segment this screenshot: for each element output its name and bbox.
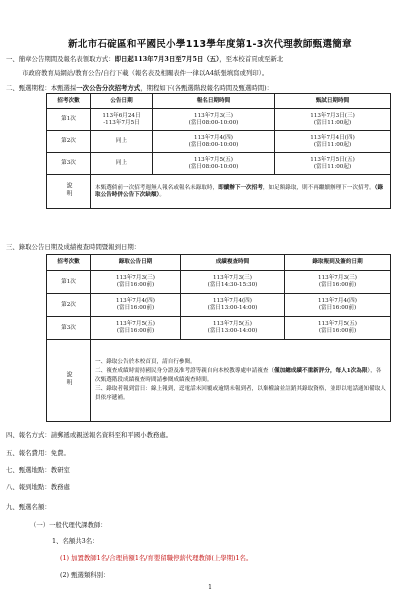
cell-text: (當日08:00-10:00)	[188, 119, 239, 126]
note-item-2	[95, 367, 386, 385]
section-1-line-2: 市政府教育局網站/教育公告/自行下載（報名表及相關表件一律以A4紙張填寫或列印）。	[22, 69, 269, 77]
section-5	[6, 449, 70, 457]
results-table-header	[47, 255, 391, 271]
cell-review	[181, 317, 285, 340]
cell-text: 113年7月5(五)	[194, 156, 233, 163]
section-2-label: 二、	[6, 84, 19, 92]
cell-announce: 同上	[91, 131, 153, 153]
note-text: ），各次甄選階段成績複查時間請參閱成績複查時間。	[95, 368, 382, 383]
note-text: 二、複查成績時需持國民身分證及准考證等親自向本校教導處申請複查（	[95, 368, 275, 374]
header-result-date: 錄取公告日期	[91, 255, 181, 271]
cell-round: 第2次	[47, 131, 91, 153]
results-note	[91, 340, 391, 422]
header-announce-date: 公告日期	[91, 94, 153, 109]
cell-text: (當日16:00前)	[116, 282, 155, 288]
section-7-text: 甄選地點：教研室	[18, 466, 70, 474]
table-row	[47, 153, 391, 175]
cell-text: 113年7月4(四)	[194, 134, 233, 141]
note-label-cell	[47, 175, 91, 209]
cell-text: 113年7月4(四)	[318, 298, 357, 304]
schedule-note-row	[47, 175, 391, 209]
cell-text: 113年6月24日	[102, 112, 141, 119]
header-round: 招考次數	[47, 94, 91, 109]
cell-text: 113年7月3(三)	[213, 275, 252, 281]
cell-text: 113年7月4日(四)	[310, 134, 355, 141]
note-emphasis: （錄取公告時併公告下次缺額）	[95, 184, 384, 198]
header-register-time: 報名日期時間	[153, 94, 275, 109]
section-1-label: 一、	[6, 55, 19, 63]
cell-exam	[275, 131, 391, 153]
header-round: 招考次數	[47, 255, 91, 271]
section-8-text: 報到地點：教務處	[18, 483, 70, 491]
schedule-table	[46, 93, 391, 209]
section-2	[6, 84, 273, 92]
note-text: ，如足額錄取，則不再繼續辦理下一次招考。	[262, 184, 375, 191]
cell-exam	[275, 109, 391, 131]
results-note-row	[47, 340, 391, 422]
cell-announce	[91, 109, 153, 131]
cell-round: 第1次	[47, 271, 91, 294]
section-4-text: 報名方式：請郵遞或親送報名資料至和平國小教務處。	[18, 431, 173, 439]
cell-text: (當日16:00前)	[318, 328, 357, 334]
note-label-cell	[47, 340, 91, 422]
table-row	[47, 109, 391, 131]
header-review-time: 成績複查時間	[181, 255, 285, 271]
cell-text: (當日08:00-10:00)	[188, 141, 239, 148]
cell-text: 113年7月5日(五)	[310, 156, 355, 163]
section-2-emphasis: 一次公告分次招考方式	[76, 84, 141, 92]
cell-review	[181, 271, 285, 294]
note-label: 說明	[65, 182, 72, 198]
cell-text: (當日16:00前)	[318, 282, 357, 288]
cell-register	[153, 109, 275, 131]
table-row	[47, 294, 391, 317]
cell-round: 第2次	[47, 294, 91, 317]
page-number: 1	[208, 584, 212, 591]
cell-result	[91, 294, 181, 317]
cell-text: -113年7月5日	[103, 119, 140, 126]
cell-report	[285, 317, 391, 340]
cell-text: (當日11:00起)	[313, 163, 352, 170]
page-title: 新北市石碇區和平國民小學113學年度第1-3次代理教師甄選簡章	[68, 39, 352, 50]
cell-text: 113年7月4(四)	[116, 298, 155, 304]
schedule-table-header	[47, 94, 391, 109]
note-item-1: 一、錄取公告於本校首頁，請自行參閱。	[95, 359, 196, 365]
note-emphasis: 即續辦下一次招考	[218, 184, 263, 191]
cell-text: 113年7月4(四)	[213, 298, 252, 304]
section-8	[6, 483, 70, 491]
cell-text: 113年7月3(三)	[116, 275, 155, 281]
cell-review	[181, 294, 285, 317]
section-9-text: 甄選名額：	[18, 503, 51, 511]
cell-text: 113年7月3日(三)	[310, 112, 355, 119]
note-label: 說明	[65, 371, 72, 387]
section-1-period: 即日起113年7月3日至7月5日（五）	[114, 55, 220, 63]
section-9	[6, 503, 51, 511]
section-4-label: 四、	[6, 431, 19, 439]
table-row	[47, 271, 391, 294]
note-text: 。	[159, 191, 165, 198]
cell-register	[153, 131, 275, 153]
cell-text: 113年7月5(五)	[116, 321, 155, 327]
cell-text: 113年7月3(三)	[318, 275, 357, 281]
header-report-date: 錄取報到及簽約日期	[285, 255, 391, 271]
cell-result	[91, 271, 181, 294]
section-7	[6, 466, 70, 474]
cell-round: 第3次	[47, 317, 91, 340]
section-7-label: 七、	[6, 466, 19, 474]
cell-text: (當日11:00起)	[313, 119, 352, 126]
cell-text: (當日16:00前)	[318, 305, 357, 311]
cell-text: 113年7月5(五)	[213, 321, 252, 327]
cell-text: 113年7月3(三)	[194, 112, 233, 119]
section-1	[6, 55, 283, 63]
cell-text: (當日13:00-14:00)	[207, 305, 258, 311]
table-row	[47, 131, 391, 153]
cell-text: (當日13:00-14:00)	[207, 328, 258, 334]
cell-exam	[275, 153, 391, 175]
section-3	[6, 243, 140, 251]
note-text: 本甄選倘前一次招考週無人報名或報名未錄取時，	[95, 184, 219, 191]
section-5-text: 報名費用：免費。	[18, 449, 70, 457]
subsection-quota-detail: (1) 加置教師1名/合理員額1名/育嬰留職停薪代理教師(上學期)1名。	[60, 554, 253, 562]
note-item-3: 三、錄取者報到當日：線上報到，逕電話未回覆或逾期未報到者，以棄權論並註銷其錄取資格，並即以電話通知備取人員依序遞補。	[95, 386, 386, 401]
section-2-text: 甄選期程：本甄選採	[18, 84, 77, 92]
section-9-label: 九、	[6, 503, 19, 511]
cell-result	[91, 317, 181, 340]
section-5-label: 五、	[6, 449, 19, 457]
cell-text: (當日08:00-10:00)	[188, 163, 239, 170]
header-exam-time: 甄試日期時間	[275, 94, 391, 109]
section-2-text-cont: ，期程如下(各甄選階段報名時間及甄選時間)：	[140, 84, 274, 92]
section-4	[6, 431, 172, 439]
schedule-note	[91, 175, 391, 209]
cell-text: (當日16:00前)	[116, 328, 155, 334]
section-1-text-cont: ，至本校首頁或至新北	[219, 55, 284, 63]
cell-text: (當日16:00前)	[116, 305, 155, 311]
section-3-text: 錄取公告日期及成績複查時間暨報到日期：	[18, 243, 141, 251]
cell-round: 第3次	[47, 153, 91, 175]
note-emphasis: 僅加總成績不重新評分，每人1次為限	[274, 368, 368, 374]
section-3-label: 三、	[6, 243, 19, 251]
subsection-quota: 1、名額共3名：	[52, 537, 99, 545]
cell-report	[285, 271, 391, 294]
cell-announce: 同上	[91, 153, 153, 175]
cell-report	[285, 294, 391, 317]
section-8-label: 八、	[6, 483, 19, 491]
subsection-subject: (2) 甄選類科別：	[60, 571, 110, 579]
table-row	[47, 317, 391, 340]
cell-register	[153, 153, 275, 175]
subsection-general-teacher: （一）一般代理代課教師：	[30, 521, 107, 529]
results-table	[46, 254, 391, 422]
cell-text: (當日11:00起)	[313, 141, 352, 148]
section-1-text: 簡章公告期間及報名表領取方式：	[18, 55, 115, 63]
cell-text: 113年7月5(五)	[318, 321, 357, 327]
cell-round: 第1次	[47, 109, 91, 131]
cell-text: (當日14:30-15:30)	[207, 282, 258, 288]
